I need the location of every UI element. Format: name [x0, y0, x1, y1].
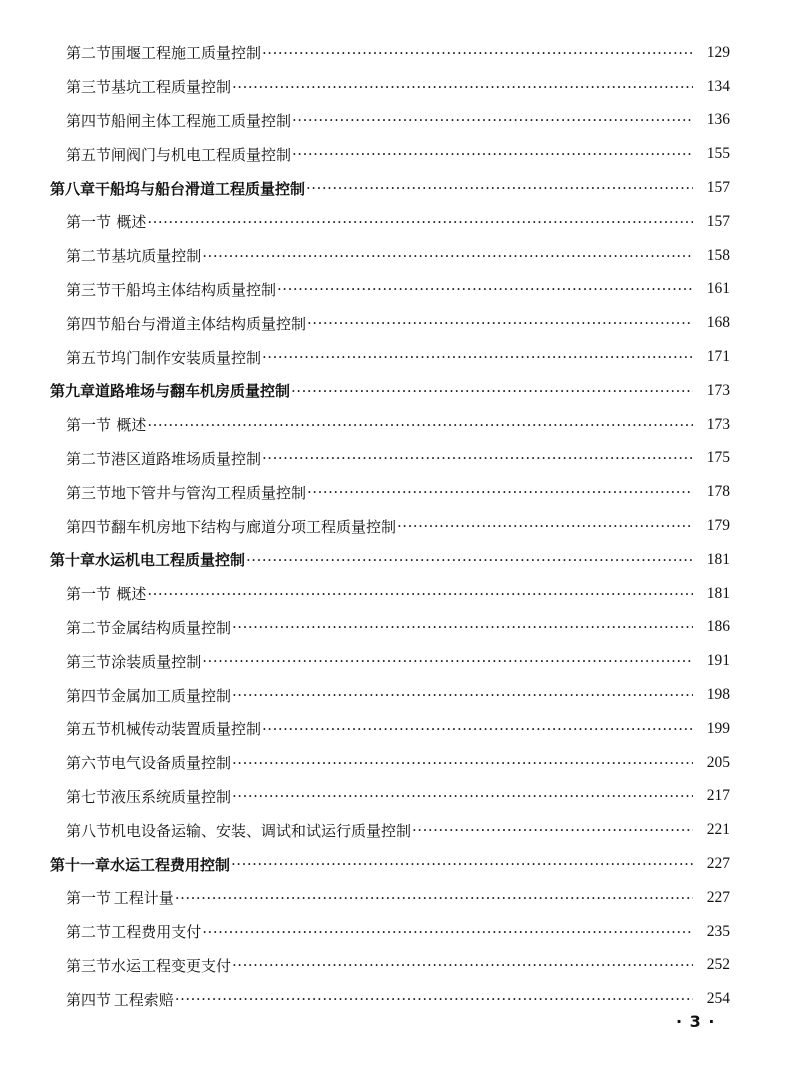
- dot-leader: [277, 280, 693, 298]
- toc-entry-number: 第八节: [66, 821, 112, 840]
- toc-entry-number: 第五节: [66, 348, 112, 367]
- toc-entry-page: 175: [706, 449, 730, 467]
- dot-leader: [147, 213, 693, 231]
- toc-entry-number: 第十章: [50, 551, 96, 570]
- toc-entry-title: 液压系统质量控制: [111, 787, 232, 806]
- toc-entry-title: 基坑工程质量控制: [111, 78, 232, 97]
- dot-leader: [232, 686, 693, 704]
- toc-entry-section[interactable]: [0, 205, 790, 239]
- dot-leader: [175, 990, 693, 1008]
- toc-entry-title: 电气设备质量控制: [111, 754, 232, 773]
- toc-entry-title: 概述: [116, 416, 147, 435]
- toc-entry-title: 道路堆场与翻车机房质量控制: [95, 382, 291, 401]
- toc-entry-page: 199: [706, 719, 730, 737]
- toc-entry-title: 港区道路堆场质量控制: [111, 449, 262, 468]
- toc-entry-title: 涂装质量控制: [111, 652, 202, 671]
- toc-entry-section[interactable]: [0, 813, 790, 847]
- toc-entry-number: 第四节: [66, 517, 112, 536]
- dot-leader: [202, 923, 693, 941]
- toc-entry-page: 158: [706, 246, 730, 264]
- toc-entry-page: 178: [706, 483, 730, 501]
- toc-entry-number: 第一节: [66, 213, 112, 232]
- toc-entry-page: 181: [706, 584, 730, 602]
- toc-entry-chapter[interactable]: [0, 374, 790, 408]
- toc-entry-chapter[interactable]: [0, 171, 790, 205]
- toc-entry-section[interactable]: [0, 442, 790, 476]
- toc-entry-page: 227: [706, 855, 730, 873]
- toc-entry-number: 第二节: [66, 449, 112, 468]
- toc-entry-page: 161: [706, 280, 730, 298]
- dot-leader: [262, 44, 693, 62]
- toc-entry-number: 第一节: [66, 889, 112, 908]
- toc-entry-section[interactable]: [0, 239, 790, 273]
- toc-entry-number: 第二节: [66, 247, 112, 266]
- toc-entry-section[interactable]: [0, 915, 790, 949]
- toc-entry-page: 129: [706, 43, 730, 61]
- toc-entry-title: 水运工程变更支付: [111, 956, 232, 975]
- toc-entry-number: 第三节: [66, 483, 112, 502]
- dot-leader: [262, 720, 693, 738]
- toc-entry-page: 198: [706, 686, 730, 704]
- toc-entry-number: 第二节: [66, 44, 112, 63]
- dot-leader: [292, 145, 693, 163]
- toc-entry-page: 186: [706, 618, 730, 636]
- toc-entry-title: 金属加工质量控制: [111, 686, 232, 705]
- toc-entry-number: 第四节: [66, 990, 112, 1009]
- toc-entry-section[interactable]: [0, 104, 790, 138]
- toc-entry-chapter[interactable]: [0, 543, 790, 577]
- toc-entry-number: 第三节: [66, 956, 112, 975]
- toc-entry-title: 工程费用支付: [111, 923, 202, 942]
- dot-leader: [292, 111, 693, 129]
- toc-entry-page: 205: [706, 753, 730, 771]
- toc-entry-number: 第八章: [50, 179, 96, 198]
- toc-entry-title: 机电设备运输、安装、调试和试运行质量控制: [111, 821, 412, 840]
- toc-entry-number: 第二节: [66, 618, 112, 637]
- toc-entry-number: 第六节: [66, 754, 112, 773]
- dot-leader: [307, 483, 693, 501]
- dot-leader: [232, 787, 693, 805]
- toc-entry-section[interactable]: [0, 475, 790, 509]
- toc-entry-number: 第一节: [66, 416, 112, 435]
- toc-entry-title: 闸阀门与机电工程质量控制: [111, 145, 292, 164]
- toc-entry-page: 181: [706, 550, 730, 568]
- toc-entry-title: 概述: [116, 585, 147, 604]
- toc-entry-section[interactable]: [0, 36, 790, 70]
- toc-entry-number: 第四节: [66, 314, 112, 333]
- toc-entry-section[interactable]: [0, 982, 790, 1016]
- toc-entry-title: 金属结构质量控制: [111, 618, 232, 637]
- toc-entry-title: 干船坞主体结构质量控制: [111, 280, 277, 299]
- toc-entry-title: 水运工程费用控制: [110, 855, 231, 874]
- toc-entry-number: 第四节: [66, 686, 112, 705]
- toc-entry-title: 船台与滑道主体结构质量控制: [111, 314, 307, 333]
- toc-entry-section[interactable]: [0, 949, 790, 983]
- toc-entry-section[interactable]: [0, 881, 790, 915]
- toc-entry-title: 围堰工程施工质量控制: [111, 44, 262, 63]
- toc-entry-section[interactable]: [0, 611, 790, 645]
- toc-entry-title: 机械传动装置质量控制: [111, 720, 262, 739]
- toc-entry-section[interactable]: [0, 408, 790, 442]
- toc-entry-title: 工程计量: [113, 889, 174, 908]
- toc-entry-section[interactable]: [0, 70, 790, 104]
- dot-leader: [175, 889, 693, 907]
- toc-entry-page: 168: [706, 314, 730, 332]
- toc-entry-number: 第五节: [66, 145, 112, 164]
- dot-leader: [306, 179, 693, 197]
- toc-entry-title: 干船坞与船台滑道工程质量控制: [95, 179, 306, 198]
- toc-entry-section[interactable]: [0, 712, 790, 746]
- toc-entry-number: 第十一章: [50, 855, 111, 874]
- toc-entry-page: 157: [706, 212, 730, 230]
- toc-entry-page: 173: [706, 381, 730, 399]
- toc-entry-section[interactable]: [0, 340, 790, 374]
- toc-entry-page: 221: [706, 821, 730, 839]
- toc-entry-section[interactable]: [0, 273, 790, 307]
- toc-entry-section[interactable]: [0, 137, 790, 171]
- dot-leader: [291, 382, 693, 400]
- toc-entry-number: 第三节: [66, 652, 112, 671]
- toc-entry-page: 136: [706, 111, 730, 129]
- toc-entry-number: 第一节: [66, 585, 112, 604]
- toc-entry-page: 134: [706, 77, 730, 95]
- dot-leader: [147, 585, 693, 603]
- toc-entry-title: 工程索赔: [113, 990, 174, 1009]
- dot-leader: [232, 78, 693, 96]
- toc-entry-title: 地下管井与管沟工程质量控制: [111, 483, 307, 502]
- toc-entry-page: 173: [706, 415, 730, 433]
- toc-entry-section[interactable]: [0, 678, 790, 712]
- toc-entry-page: 254: [706, 990, 730, 1008]
- toc-entry-section[interactable]: [0, 780, 790, 814]
- toc-entry-number: 第七节: [66, 787, 112, 806]
- toc-entry-number: 第九章: [50, 382, 96, 401]
- dot-leader: [412, 821, 693, 839]
- toc-entry-page: 157: [706, 179, 730, 197]
- dot-leader: [307, 314, 693, 332]
- dot-leader: [397, 517, 693, 535]
- dot-leader: [232, 956, 693, 974]
- toc-entry-number: 第四节: [66, 111, 112, 130]
- toc-entry-number: 第二节: [66, 923, 112, 942]
- toc-entry-title: 坞门制作安装质量控制: [111, 348, 262, 367]
- toc-entry-title: 水运机电工程质量控制: [95, 551, 246, 570]
- toc-entry-page: 217: [706, 787, 730, 805]
- toc-entry-section[interactable]: [0, 509, 790, 543]
- dot-leader: [262, 449, 693, 467]
- dot-leader: [202, 652, 693, 670]
- toc-entry-number: 第三节: [66, 280, 112, 299]
- toc-entry-number: 第五节: [66, 720, 112, 739]
- dot-leader: [246, 551, 693, 569]
- toc-entry-page: 155: [706, 145, 730, 163]
- toc-entry-title: 概述: [116, 213, 147, 232]
- toc-entry-section[interactable]: [0, 306, 790, 340]
- toc-entry-page: 252: [706, 956, 730, 974]
- toc-entry-title: 船闸主体工程施工质量控制: [111, 111, 292, 130]
- page-number: · 3 ·: [676, 1012, 716, 1031]
- dot-leader: [262, 348, 693, 366]
- toc-entry-page: 227: [706, 888, 730, 906]
- dot-leader: [232, 618, 693, 636]
- dot-leader: [147, 416, 693, 434]
- toc-entry-chapter[interactable]: [0, 847, 790, 881]
- toc-entry-page: 179: [706, 517, 730, 535]
- dot-leader: [231, 855, 693, 873]
- toc-entry-number: 第三节: [66, 78, 112, 97]
- toc-entry-section[interactable]: [0, 746, 790, 780]
- table-of-contents: [0, 36, 790, 1016]
- toc-entry-title: 基坑质量控制: [111, 247, 202, 266]
- toc-entry-page: 191: [706, 652, 730, 670]
- dot-leader: [232, 754, 693, 772]
- toc-entry-page: 235: [706, 922, 730, 940]
- toc-entry-section[interactable]: [0, 577, 790, 611]
- toc-entry-page: 171: [706, 348, 730, 366]
- toc-entry-section[interactable]: [0, 644, 790, 678]
- dot-leader: [202, 247, 693, 265]
- toc-entry-title: 翻车机房地下结构与廊道分项工程质量控制: [111, 517, 397, 536]
